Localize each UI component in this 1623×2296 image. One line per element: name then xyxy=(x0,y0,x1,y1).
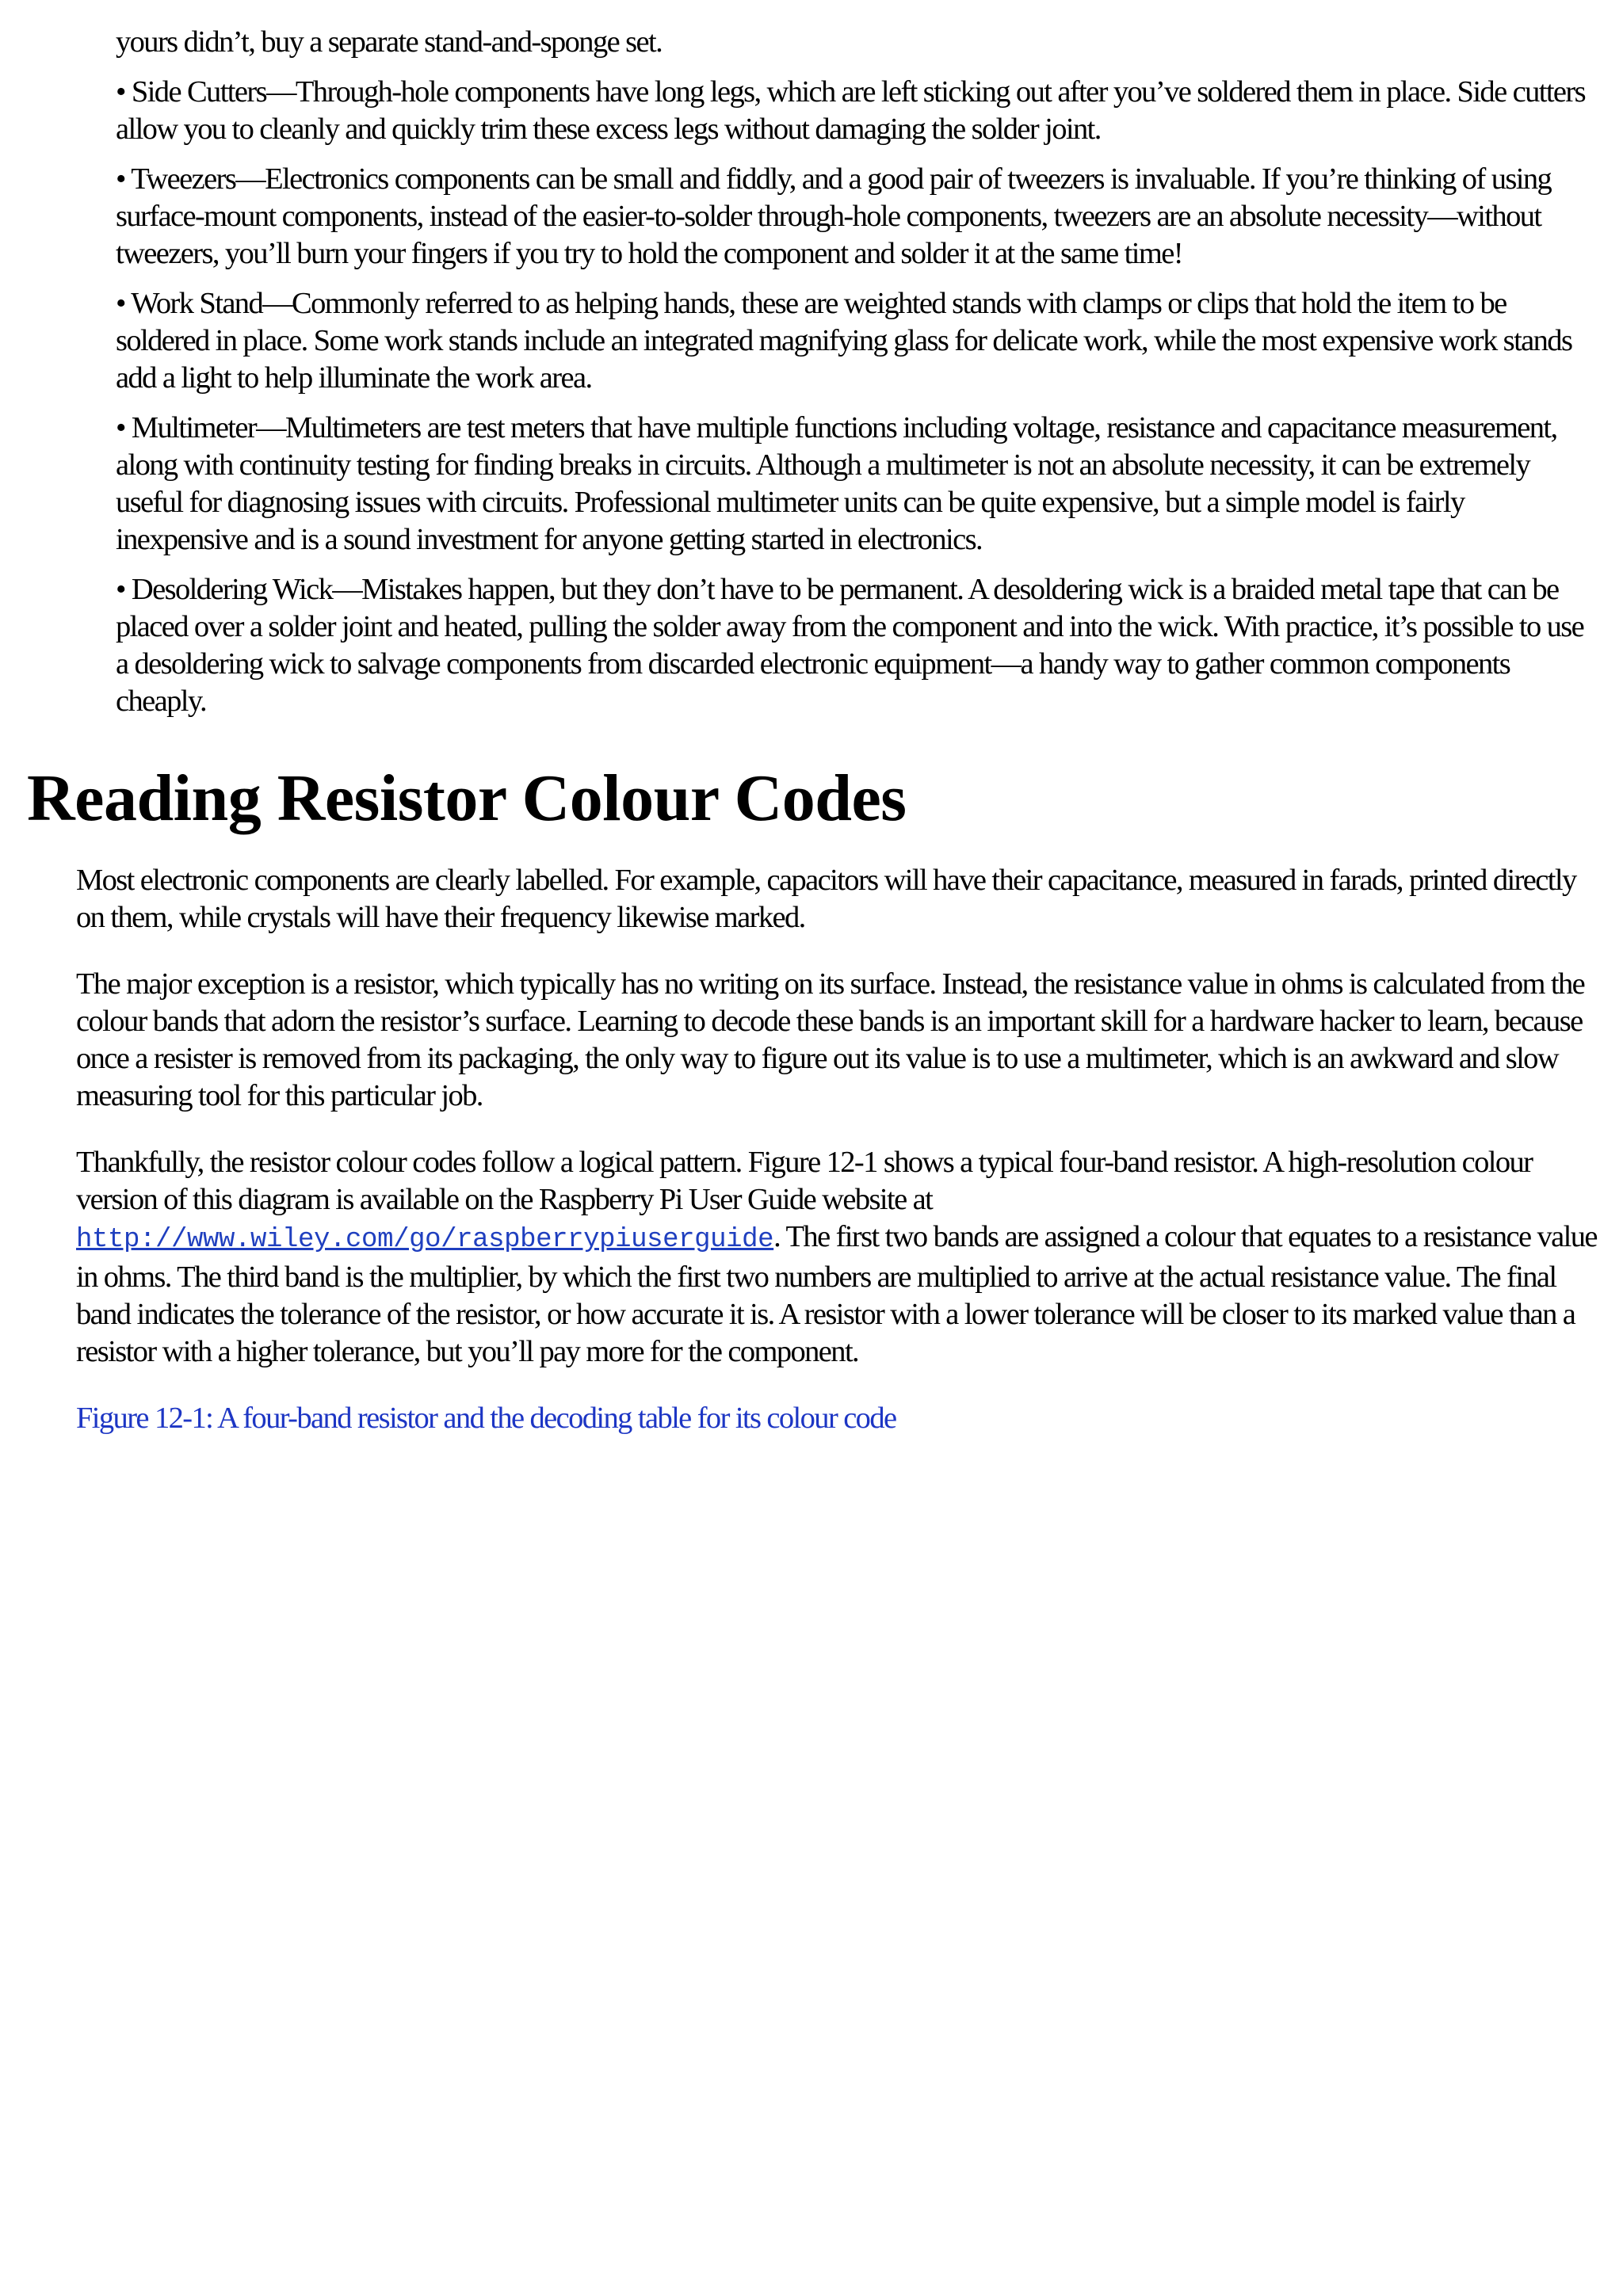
figure-caption: Figure 12-1: A four-band resistor and the decoding table for its colour code xyxy=(76,1402,896,1435)
paragraph-labelling: Most electronic components are clearly labelled. For example, capacitors will have their capacitance, measured in farads, printed directly on them, while crystals will have their frequency likewise marked. xyxy=(76,864,1576,934)
user-guide-link[interactable]: http://www.wiley.com/go/raspberrypiuserguide xyxy=(76,1225,774,1255)
paragraph-text-after-link: . The first two bands are assigned a colour that equates to a resistance value in ohms. The third band is the multiplier, by which the first two numbers are multiplied to arrive at the actual resistance value. The final band indicates the tolerance of the resistor, or how accurate it is. A resistor with a lower tolerance will be closer to its marked value than a resistor with a higher tolerance, but you’ll pay more for the component. xyxy=(76,1220,1597,1368)
list-item-tweezers: • Tweezers—Electronics components can be small and fiddly, and a good pair of tweezers is invaluable. If you’re thinking of using surface-mount components, instead of the easier-to-solder through-hole components, tweezers are an absolute necessity—without tweezers, you’ll burn your fingers if you try to hold the component and solder it at the same time! xyxy=(116,162,1552,270)
list-item-work-stand: • Work Stand—Commonly referred to as helping hands, these are weighted stands with clamps or clips that hold the item to be soldered in place. Some work stands include an integrated magnifying glass for delicate work, while the most expensive work stands add a light to help illuminate the work area. xyxy=(116,287,1572,395)
section-heading: Reading Resistor Colour Codes xyxy=(27,761,907,835)
list-item-multimeter: • Multimeter—Multimeters are test meters that have multiple functions including voltage, resistance and capacitance measurement, along with continuity testing for finding breaks in circuits. Although a multimeter is not an absolute necessity, it can be extremely useful for diagnosing issues with circuits. Professional multimeter units can be quite expensive, but a simple model is fairly inexpensive and is a sound investment for anyone getting started in electronics. xyxy=(116,411,1557,556)
list-item-side-cutters: • Side Cutters—Through-hole components have long legs, which are left sticking out after you’ve soldered them in place. Side cutters allow you to cleanly and quickly trim these excess legs without damaging the solder joint. xyxy=(116,75,1586,146)
paragraph-text-before-link: Thankfully, the resistor colour codes follow a logical pattern. Figure 12-1 shows a typical four-band resistor. A high-resolution colour version of this diagram is available on the Raspberry Pi User Guide website at xyxy=(76,1146,1533,1216)
list-item-desoldering-wick: • Desoldering Wick—Mistakes happen, but they don’t have to be permanent. A desoldering wick is a braided metal tape that can be placed over a solder joint and heated, pulling the solder away from the component and into the wick. With practice, it’s possible to use a desoldering wick to salvage components from discarded electronic equipment—a handy way to gather common components cheaply. xyxy=(116,573,1584,718)
paragraph-colour-codes xyxy=(76,1144,1606,1371)
paragraph-resistor-exception: The major exception is a resistor, which typically has no writing on its surface. Instead, the resistance value in ohms is calculated from the colour bands that adorn the resistor’s surface. Learning to decode these bands is an important skill for a hardware hacker to learn, because once a resister is removed from its packaging, the only way to figure out its value is to use a multimeter, which is an awkward and slow measuring tool for this particular job. xyxy=(76,967,1585,1112)
tool-list xyxy=(116,24,1598,733)
list-item-continuation: yours didn’t, buy a separate stand-and-sponge set. xyxy=(116,25,663,59)
section-body xyxy=(76,862,1606,1437)
